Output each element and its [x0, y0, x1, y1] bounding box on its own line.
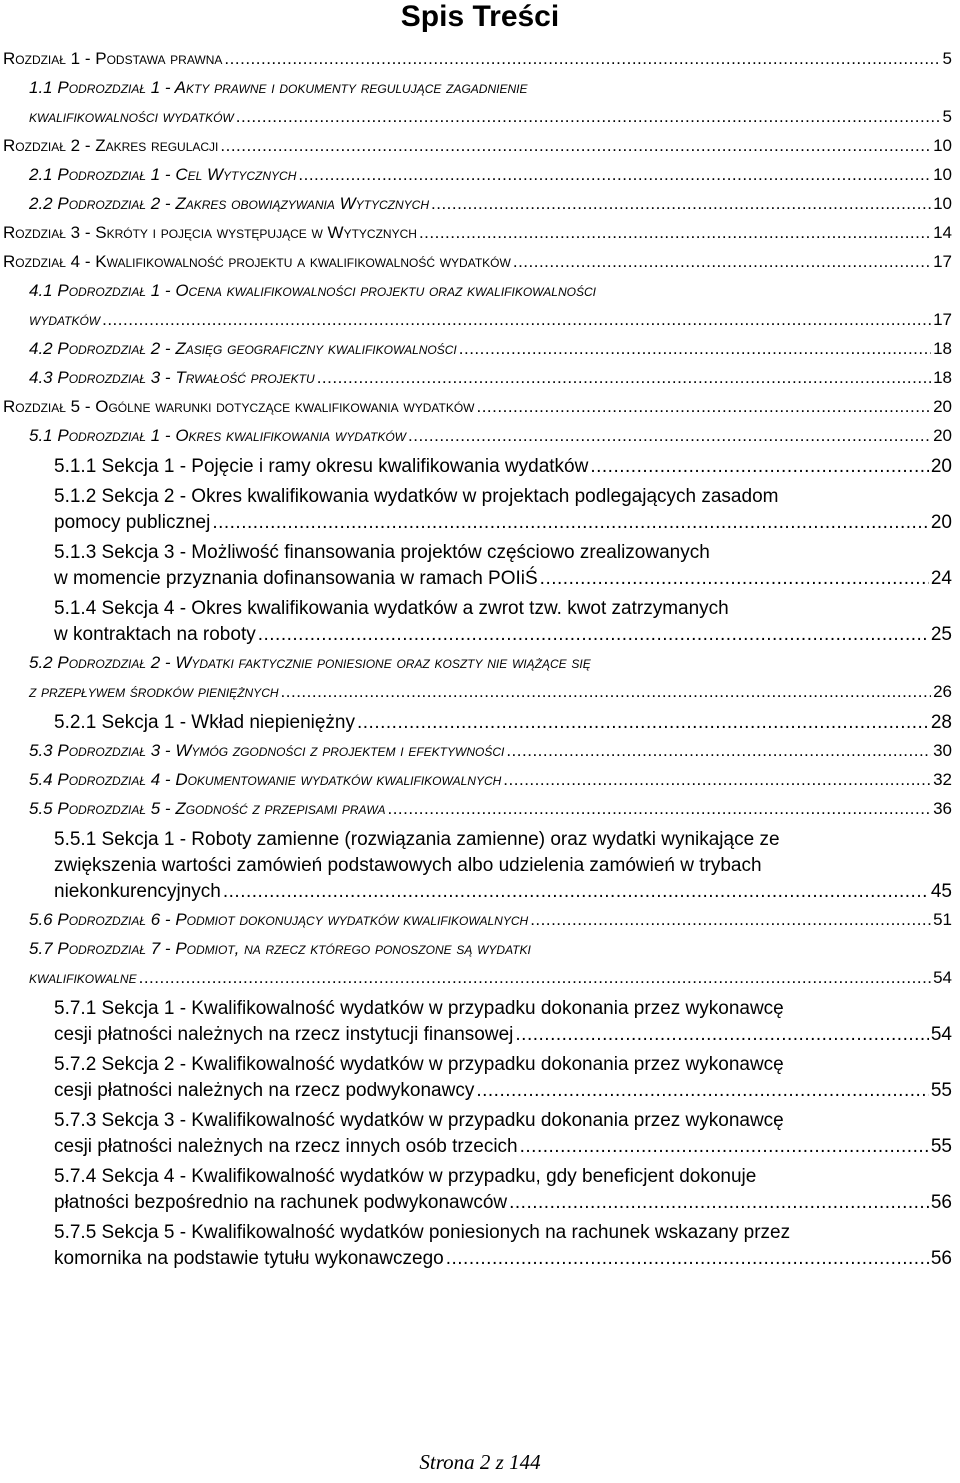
- toc-entry-text: 5.7.4 Sekcja 4 - Kwalifikowalność wydatków w przypadku, gdy beneficjent dokonuje: [54, 1166, 757, 1187]
- toc-page-number: 56: [930, 1192, 952, 1213]
- toc-page-number: 32: [933, 770, 952, 789]
- toc-entry-text: 5.7.1 Sekcja 1 - Kwalifikowalność wydatków w przypadku dokonania przez wykonawcę: [54, 998, 784, 1019]
- toc-page-number: 18: [933, 339, 952, 358]
- toc-entry[interactable]: [0, 44, 960, 73]
- toc-page-number: 51: [933, 910, 952, 929]
- dot-leader: [590, 454, 929, 480]
- toc-entry-text: 1.1 Podrozdział 1 - Akty prawne i dokumenty regulujące zagadnienie: [29, 78, 528, 97]
- toc-entry-text: Rozdział 4 - Kwalifikowalność projektu a kwalifikowalność wydatków: [3, 252, 511, 271]
- toc-page-number: 17: [933, 310, 952, 329]
- toc-page-number: 28: [930, 712, 952, 733]
- toc-page-number: 45: [930, 881, 952, 902]
- toc-entry-text: 5.1.3 Sekcja 3 - Możliwość finansowania projektów częściowo zrealizowanych: [54, 542, 710, 563]
- toc-entry-text: cesji płatności należnych na rzecz innych osób trzecich: [54, 1136, 518, 1157]
- toc-entry[interactable]: [0, 710, 960, 736]
- toc-entry-text: płatności bezpośrednio na rachunek podwykonawców: [54, 1192, 508, 1213]
- toc-entry-text: w momencie przyznania dofinansowania w ramach POIiŚ: [54, 568, 538, 589]
- toc-entry-text: wydatków: [29, 310, 101, 329]
- toc-entry-text: 5.7 Podrozdział 7 - Podmiot, na rzecz którego ponoszone są wydatki: [29, 939, 531, 958]
- toc-entry[interactable]: [0, 765, 960, 794]
- toc-entry-text: Rozdział 1 - Podstawa prawna: [3, 49, 223, 68]
- toc-entry[interactable]: [0, 276, 960, 334]
- dot-leader: [476, 392, 931, 421]
- dot-leader: [317, 363, 931, 392]
- toc-page-number: 20: [930, 512, 952, 533]
- toc-entry-text: 5.2.1 Sekcja 1 - Wkład niepieniężny: [54, 712, 355, 733]
- toc-entry[interactable]: [0, 1220, 960, 1272]
- toc-page-number: 17: [933, 252, 952, 271]
- dot-leader: [387, 794, 931, 823]
- toc-entry-text: Rozdział 3 - Skróty i pojęcia występujące w Wytycznych: [3, 223, 417, 242]
- toc-page-number: 14: [933, 223, 952, 242]
- toc-entry-text: 5.4 Podrozdział 4 - Dokumentowanie wydatków kwalifikowalnych: [29, 770, 502, 789]
- toc-entry[interactable]: [0, 363, 960, 392]
- toc-entry[interactable]: [0, 334, 960, 363]
- toc-entry-text: 5.2 Podrozdział 2 - Wydatki faktycznie poniesione oraz koszty nie wiążące się: [29, 653, 591, 672]
- toc-entry-text: z przepływem środków pieniężnych: [29, 682, 279, 701]
- dot-leader: [520, 1134, 929, 1160]
- toc-entry-text: kwalifikowalne: [29, 968, 137, 987]
- toc-entry-text: kwalifikowalności wydatków: [29, 107, 234, 126]
- toc-page-number: 30: [933, 741, 952, 760]
- dot-leader: [224, 44, 940, 73]
- toc-entry[interactable]: [0, 827, 960, 905]
- toc-entry[interactable]: [0, 736, 960, 765]
- toc-entry-text: 5.6 Podrozdział 6 - Podmiot dokonujący wydatków kwalifikowalnych: [29, 910, 529, 929]
- dot-leader: [506, 736, 931, 765]
- toc-entry[interactable]: [0, 1052, 960, 1104]
- toc-entry-text: komornika na podstawie tytułu wykonawczego: [54, 1248, 444, 1269]
- dot-leader: [102, 305, 931, 334]
- toc-entry-text: 5.5 Podrozdział 5 - Zgodność z przepisami prawa: [29, 799, 386, 818]
- toc-page-number: 5: [942, 107, 952, 126]
- toc-entry[interactable]: [0, 996, 960, 1048]
- toc-entry[interactable]: [0, 1164, 960, 1216]
- toc-entry-text: 4.1 Podrozdział 1 - Ocena kwalifikowalności projektu oraz kwalifikowalności: [29, 281, 596, 300]
- toc-entry[interactable]: [0, 160, 960, 189]
- toc-page-number: 55: [930, 1136, 952, 1157]
- toc-entry-text: w kontraktach na roboty: [54, 624, 256, 645]
- dot-leader: [476, 1078, 929, 1104]
- toc-entry[interactable]: [0, 905, 960, 934]
- toc-entry-text: 5.3 Podrozdział 3 - Wymóg zgodności z projektem i efektywności: [29, 741, 505, 760]
- toc-page-number: 24: [930, 568, 952, 589]
- toc-entry[interactable]: [0, 218, 960, 247]
- toc-entry-text: cesji płatności należnych na rzecz instytucji finansowej: [54, 1024, 514, 1045]
- dot-leader: [212, 510, 929, 536]
- toc-entry-text: 5.1.2 Sekcja 2 - Okres kwalifikowania wydatków w projektach podlegających zasadom: [54, 486, 779, 507]
- table-of-contents: [0, 44, 960, 1272]
- dot-leader: [139, 963, 931, 992]
- toc-page-number: 25: [930, 624, 952, 645]
- dot-leader: [258, 622, 929, 648]
- toc-entry[interactable]: [0, 934, 960, 992]
- toc-entry[interactable]: [0, 247, 960, 276]
- toc-page-number: 54: [933, 968, 952, 987]
- toc-page-number: 18: [933, 368, 952, 387]
- dot-leader: [223, 879, 929, 905]
- toc-entry[interactable]: [0, 540, 960, 592]
- toc-entry-text: zwiększenia wartości zamówień podstawowych albo udzielenia zamówień w trybach: [54, 855, 762, 876]
- toc-entry[interactable]: [0, 392, 960, 421]
- dot-leader: [431, 189, 931, 218]
- toc-page-number: 5: [942, 49, 952, 68]
- dot-leader: [515, 1022, 928, 1048]
- toc-entry-text: 4.2 Podrozdział 2 - Zasięg geograficzny kwalifikowalności: [29, 339, 457, 358]
- dot-leader: [530, 905, 931, 934]
- toc-entry-text: 4.3 Podrozdział 3 - Trwałość projektu: [29, 368, 315, 387]
- dot-leader: [459, 334, 931, 363]
- toc-entry-text: 2.2 Podrozdział 2 - Zakres obowiązywania Wytycznych: [29, 194, 429, 213]
- toc-entry-text: 5.1 Podrozdział 1 - Okres kwalifikowania wydatków: [29, 426, 407, 445]
- toc-page-number: 26: [933, 682, 952, 701]
- dot-leader: [509, 1190, 929, 1216]
- toc-entry[interactable]: [0, 1108, 960, 1160]
- page-title: Spis Treści: [400, 0, 560, 33]
- toc-page-number: 20: [933, 397, 952, 416]
- toc-entry-text: niekonkurencyjnych: [54, 881, 221, 902]
- dot-leader: [540, 566, 929, 592]
- toc-entry[interactable]: [0, 648, 960, 706]
- dot-leader: [220, 131, 931, 160]
- toc-entry[interactable]: [0, 794, 960, 823]
- toc-entry-text: 5.1.4 Sekcja 4 - Okres kwalifikowania wydatków a zwrot tzw. kwot zatrzymanych: [54, 598, 729, 619]
- toc-entry[interactable]: [0, 131, 960, 160]
- toc-entry[interactable]: [0, 73, 960, 131]
- dot-leader: [513, 247, 931, 276]
- toc-page-number: 54: [930, 1024, 952, 1045]
- dot-leader: [419, 218, 931, 247]
- toc-entry-text: 2.1 Podrozdział 1 - Cel Wytycznych: [29, 165, 297, 184]
- page-footer: Strona 2 z 144: [419, 1450, 541, 1474]
- dot-leader: [281, 677, 932, 706]
- toc-page-number: 55: [930, 1080, 952, 1101]
- dot-leader: [408, 421, 931, 450]
- toc-entry[interactable]: [0, 189, 960, 218]
- toc-page-number: 56: [930, 1248, 952, 1269]
- toc-entry[interactable]: [0, 421, 960, 450]
- dot-leader: [446, 1246, 929, 1272]
- dot-leader: [236, 102, 941, 131]
- dot-leader: [357, 710, 929, 736]
- toc-entry-text: 5.7.2 Sekcja 2 - Kwalifikowalność wydatków w przypadku dokonania przez wykonawcę: [54, 1054, 784, 1075]
- toc-entry[interactable]: [0, 484, 960, 536]
- toc-entry-text: 5.7.5 Sekcja 5 - Kwalifikowalność wydatków poniesionych na rachunek wskazany przez: [54, 1222, 791, 1243]
- toc-page-number: 10: [933, 194, 952, 213]
- toc-entry-text: pomocy publicznej: [54, 512, 211, 533]
- toc-page-number: 10: [933, 165, 952, 184]
- toc-page-number: 36: [933, 799, 952, 818]
- toc-page-number: 20: [930, 456, 952, 477]
- toc-entry-text: 5.5.1 Sekcja 1 - Roboty zamienne (rozwiązania zamienne) oraz wydatki wynikające ze: [54, 829, 780, 850]
- toc-entry-text: Rozdział 5 - Ogólne warunki dotyczące kwalifikowania wydatków: [3, 397, 475, 416]
- toc-entry[interactable]: [0, 596, 960, 648]
- dot-leader: [298, 160, 931, 189]
- toc-page-number: 20: [933, 426, 952, 445]
- toc-entry[interactable]: [0, 454, 960, 480]
- toc-entry-text: Rozdział 2 - Zakres regulacji: [3, 136, 219, 155]
- toc-entry-text: cesji płatności należnych na rzecz podwykonawcy: [54, 1080, 475, 1101]
- toc-entry-text: 5.1.1 Sekcja 1 - Pojęcie i ramy okresu kwalifikowania wydatków: [54, 456, 589, 477]
- toc-entry-text: 5.7.3 Sekcja 3 - Kwalifikowalność wydatków w przypadku dokonania przez wykonawcę: [54, 1110, 784, 1131]
- dot-leader: [503, 765, 931, 794]
- toc-page-number: 10: [933, 136, 952, 155]
